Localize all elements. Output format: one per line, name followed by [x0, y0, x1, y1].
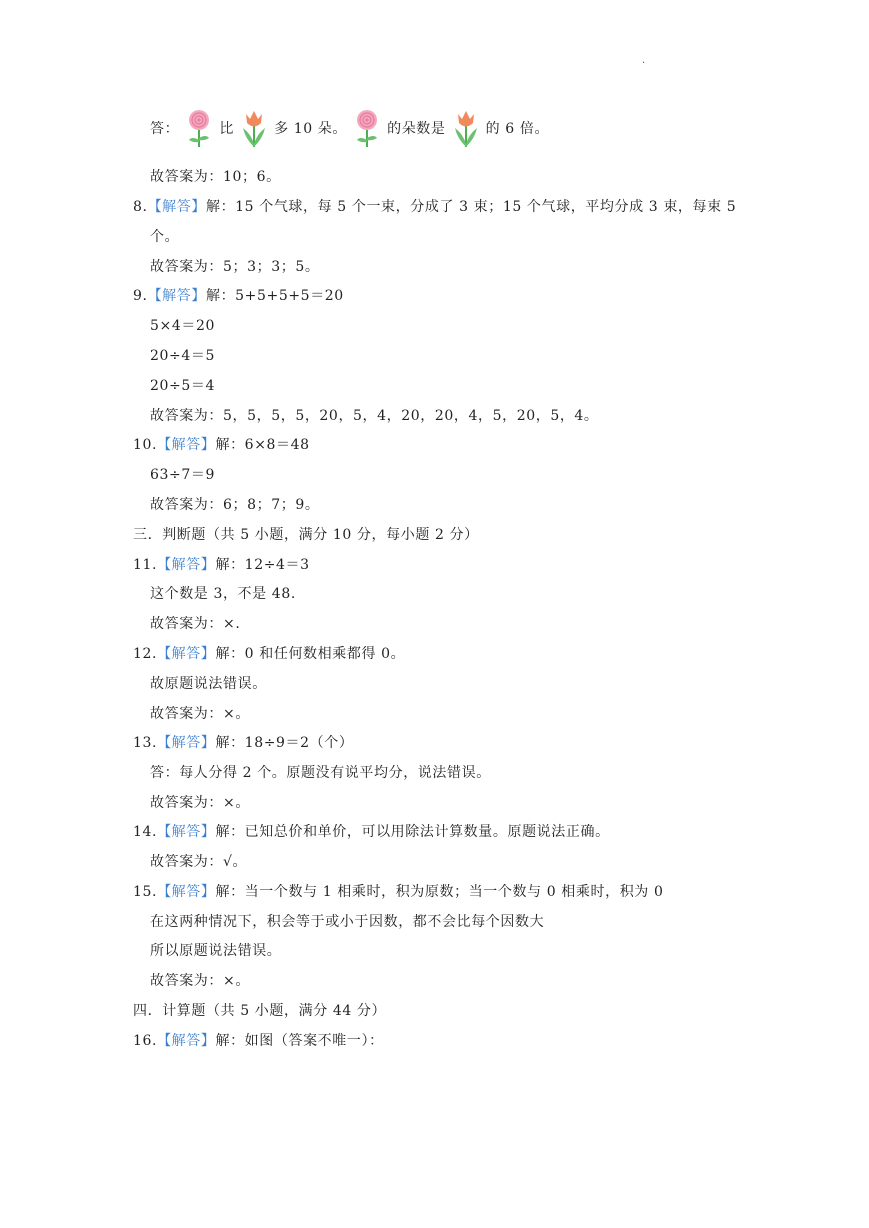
- tulip-icon: [239, 108, 269, 148]
- question-8: [133, 197, 736, 217]
- question-text: 解：0 和任何数相乘都得 0。: [215, 646, 406, 662]
- question-13: [133, 733, 353, 753]
- question-number: 14.: [133, 824, 158, 840]
- answer-tag: 【解答】: [157, 884, 216, 900]
- question-number: 15.: [133, 884, 158, 900]
- answer-prefix: 答：: [150, 121, 180, 137]
- explanation-line: 答：每人分得 2 个。原题没有说平均分，说法错误。: [150, 765, 491, 781]
- question-text: 解：已知总价和单价，可以用除法计算数量。原题说法正确。: [215, 824, 610, 840]
- equation-line: 20÷4＝5: [150, 348, 215, 364]
- tulip-icon: [451, 108, 481, 148]
- equation-line: 20÷5＝4: [150, 378, 215, 394]
- question-15: [133, 882, 663, 902]
- compare-text-2: 多 10 朵。: [274, 121, 347, 137]
- answer-line: 故答案为：5，5，5，5，20，5，4，20，20，4，5，20，5，4。: [150, 408, 599, 424]
- question-text: 解：5+5+5+5＝20: [205, 288, 344, 304]
- rose-icon: [184, 108, 214, 148]
- question-text: 解：6×8＝48: [215, 437, 310, 453]
- explanation-line: 所以原题说法错误。: [150, 943, 282, 959]
- question-number: 10.: [133, 437, 158, 453]
- answer-line: 故答案为：6；8；7；9。: [150, 497, 320, 513]
- question-12: [133, 644, 405, 664]
- question-number: 16.: [133, 1033, 158, 1049]
- header-dot: ·: [642, 58, 646, 69]
- answer-line: 故答案为：√。: [150, 854, 248, 870]
- compare-text-3: 的朵数是: [387, 121, 446, 137]
- answer-tag: 【解答】: [157, 735, 216, 751]
- question-number: 12.: [133, 646, 158, 662]
- answer-line: 故答案为：5；3；3；5。: [150, 259, 320, 275]
- question-11: [133, 555, 310, 575]
- answer-tag: 【解答】: [157, 824, 216, 840]
- answer-line: 故答案为：×。: [150, 973, 250, 989]
- question-number: 9.: [133, 288, 148, 304]
- question-text: 解：当一个数与 1 相乘时，积为原数；当一个数与 0 相乘时，积为 0: [215, 884, 664, 900]
- answer-line: 故答案为：10；6。: [150, 169, 281, 185]
- explanation-line: 这个数是 3，不是 48.: [150, 586, 296, 602]
- compare-text-4: 的 6 倍。: [485, 121, 550, 137]
- answer-line: 故答案为：×.: [150, 616, 241, 632]
- question-16: [133, 1031, 384, 1051]
- section-heading: 三．判断题（共 5 小题，满分 10 分，每小题 2 分）: [133, 527, 479, 543]
- question-text: 解：15 个气球，每 5 个一束，分成了 3 束；15 个气球，平均分成 3 束，每束 5: [205, 199, 737, 215]
- answer-tag: 【解答】: [147, 199, 206, 215]
- answer-line: 故答案为：×。: [150, 795, 250, 811]
- explanation-line: 在这两种情况下，积会等于或小于因数，都不会比每个因数大: [150, 914, 545, 930]
- question-9: [133, 286, 344, 306]
- answer-line: 故答案为：×。: [150, 706, 250, 722]
- question-14: [133, 822, 610, 842]
- explanation-line: 故原题说法错误。: [150, 676, 267, 692]
- question-8-continued: 个。: [150, 229, 180, 245]
- section-heading: 四．计算题（共 5 小题，满分 44 分）: [133, 1003, 387, 1019]
- question-text: 解：12÷4＝3: [215, 557, 310, 573]
- question-text: 解：如图（答案不唯一）：: [215, 1033, 384, 1049]
- question-number: 13.: [133, 735, 158, 751]
- equation-line: 63÷7＝9: [150, 467, 215, 483]
- question-10: [133, 435, 310, 455]
- answer-tag: 【解答】: [157, 557, 216, 573]
- question-number: 8.: [133, 199, 148, 215]
- answer-tag: 【解答】: [157, 1033, 216, 1049]
- answer-tag: 【解答】: [157, 646, 216, 662]
- equation-line: 5×4＝20: [150, 318, 215, 334]
- rose-icon: [352, 108, 382, 148]
- answer-tag: 【解答】: [147, 288, 206, 304]
- question-text: 解：18÷9＝2（个）: [215, 735, 354, 751]
- compare-text-1: 比: [219, 121, 234, 137]
- flower-answer-line: [150, 108, 549, 156]
- question-number: 11.: [133, 557, 158, 573]
- answer-tag: 【解答】: [157, 437, 216, 453]
